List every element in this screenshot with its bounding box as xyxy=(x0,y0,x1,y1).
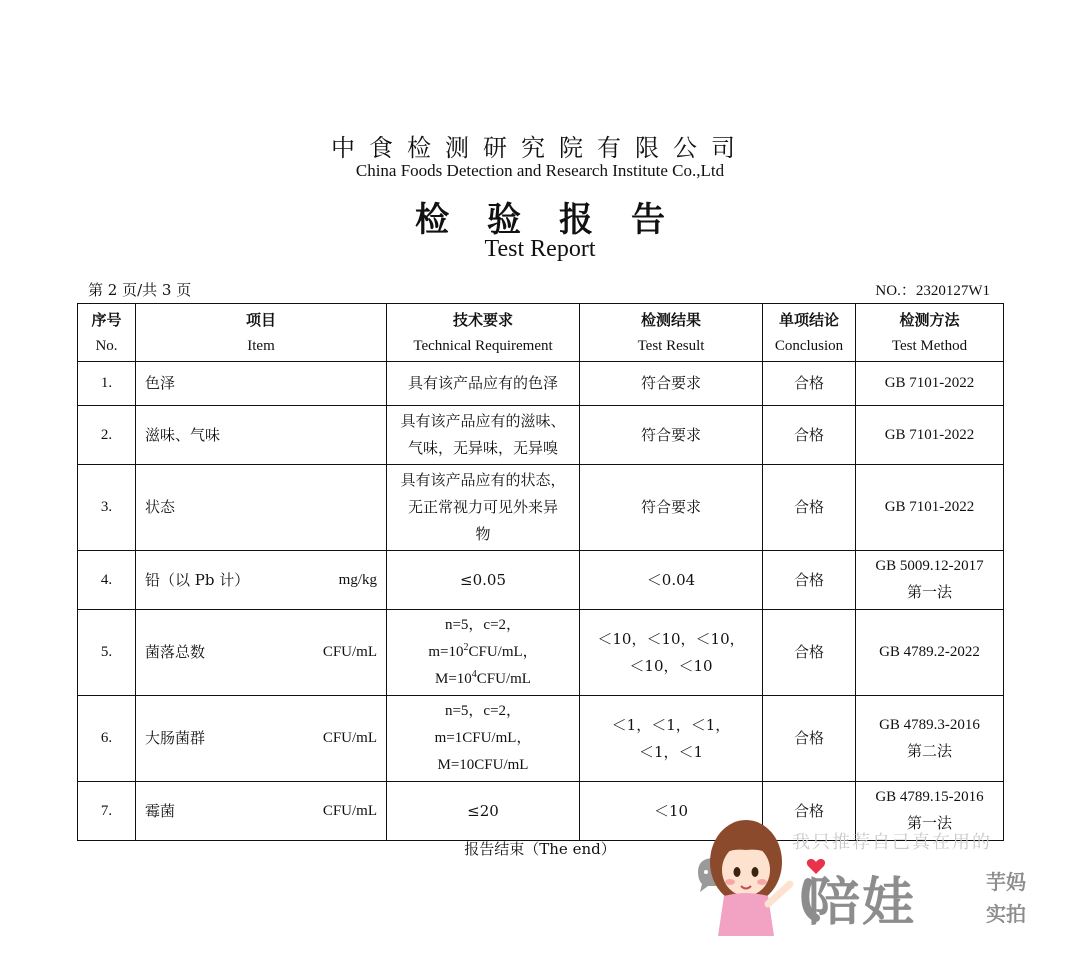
row-result: ＜10，＜10，＜10， ＜10，＜10 xyxy=(580,610,763,696)
row-item: 滋味、气味 xyxy=(136,406,387,465)
row-result: 符合要求 xyxy=(580,362,763,406)
table-row xyxy=(78,465,1004,551)
row-result: 符合要求 xyxy=(580,465,763,551)
row-result: ＜0.04 xyxy=(580,551,763,610)
watermark xyxy=(690,812,1070,952)
row-method: GB 4789.2-2022 xyxy=(856,610,1004,696)
row-no: 3. xyxy=(78,465,136,551)
row-method: GB 4789.3-2016 第二法 xyxy=(856,696,1004,782)
row-result: ＜1，＜1，＜1， ＜1，＜1 xyxy=(580,696,763,782)
table-row xyxy=(78,406,1004,465)
row-method: GB 4789.15-2016 第一法 xyxy=(856,782,1004,841)
header-method: 检测方法 Test Method xyxy=(856,304,1004,362)
row-method: GB 7101-2022 xyxy=(856,465,1004,551)
row-no: 7. xyxy=(78,782,136,841)
watermark-tagline: 我只推荐自己真在用的 xyxy=(792,832,992,853)
table-row xyxy=(78,610,1004,696)
row-method: GB 5009.12-2017 第一法 xyxy=(856,551,1004,610)
row-conclusion: 合格 xyxy=(763,551,856,610)
header-item: 项目 Item xyxy=(136,304,387,362)
row-method: GB 7101-2022 xyxy=(856,362,1004,406)
report-title-cn: 检验报告 xyxy=(415,200,703,240)
header-conclusion: 单项结论 Conclusion xyxy=(763,304,856,362)
row-item: 色泽 xyxy=(136,362,387,406)
row-conclusion: 合格 xyxy=(763,406,856,465)
test-results-table xyxy=(77,303,1004,841)
report-title-en: Test Report xyxy=(484,236,596,262)
header-no: 序号 No. xyxy=(78,304,136,362)
row-item: 霉菌 CFU/mL xyxy=(136,782,387,841)
row-conclusion: 合格 xyxy=(763,610,856,696)
row-item: 菌落总数 CFU/mL xyxy=(136,610,387,696)
row-conclusion: 合格 xyxy=(763,465,856,551)
table-row xyxy=(78,696,1004,782)
row-no: 4. xyxy=(78,551,136,610)
org-name-cn: 中食检测研究院有限公司 xyxy=(331,134,749,162)
watermark-side-text: 芋妈 实拍 xyxy=(986,870,1026,926)
row-result: 符合要求 xyxy=(580,406,763,465)
row-no: 6. xyxy=(78,696,136,782)
org-name-en: China Foods Detection and Research Institute Co.,Ltd xyxy=(355,161,725,180)
row-item: 状态 xyxy=(136,465,387,551)
row-item: 铅（以 Pb 计） mg/kg xyxy=(136,551,387,610)
header-requirement: 技术要求 Technical Requirement xyxy=(387,304,580,362)
row-no: 2. xyxy=(78,406,136,465)
row-conclusion: 合格 xyxy=(763,782,856,841)
row-requirement: 具有该产品应有的色泽 xyxy=(387,362,580,406)
row-item: 大肠菌群 CFU/mL xyxy=(136,696,387,782)
watermark-brand: 陪娃 xyxy=(808,873,917,933)
report-number: NO.：2320127W1 xyxy=(875,283,990,299)
row-requirement: 具有该产品应有的滋味、 气味，无异味，无异嗅 xyxy=(387,406,580,465)
row-conclusion: 合格 xyxy=(763,696,856,782)
header-result: 检测结果 Test Result xyxy=(580,304,763,362)
table-row xyxy=(78,362,1004,406)
row-requirement: 具有该产品应有的状态， 无正常视力可见外来异 物 xyxy=(387,465,580,551)
row-method: GB 7101-2022 xyxy=(856,406,1004,465)
report-end-note: 报告结束（The end） xyxy=(464,840,616,858)
table-row xyxy=(78,551,1004,610)
row-no: 1. xyxy=(78,362,136,406)
row-requirement: ≤0.05 xyxy=(387,551,580,610)
page-info: 第 2 页/共 3 页 xyxy=(88,281,192,299)
row-requirement: n=5，c=2， $m=10^2CFU/mL$， $M=10^4CFU/mL$ xyxy=(387,610,580,696)
row-requirement: n=5，c=2， m=1CFU/mL， M=10CFU/mL xyxy=(387,696,580,782)
row-no: 5. xyxy=(78,610,136,696)
row-requirement: ≤20 xyxy=(387,782,580,841)
row-result: ＜10 xyxy=(580,782,763,841)
table-header-row xyxy=(78,304,1004,362)
row-conclusion: 合格 xyxy=(763,362,856,406)
